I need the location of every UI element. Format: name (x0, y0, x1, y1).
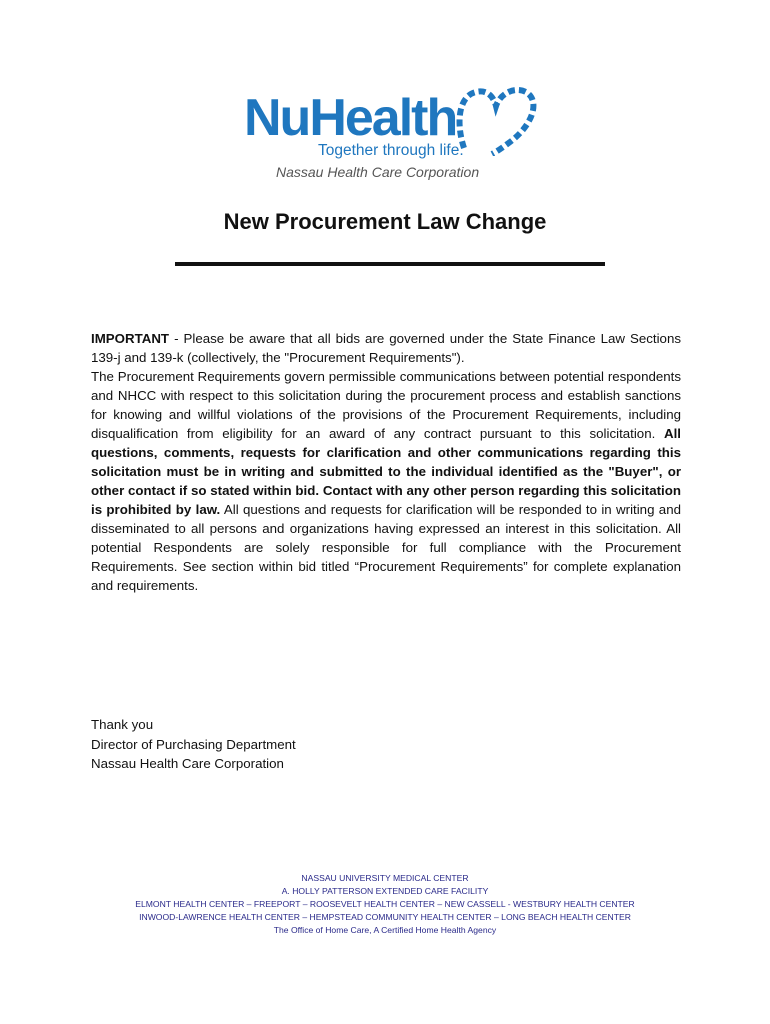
paragraph-2-bold-b: Contact with any other person regarding this solicitation is prohibited by law. (91, 483, 681, 517)
page-title: New Procurement Law Change (223, 209, 547, 234)
title-divider (175, 262, 605, 266)
closing-title: Director of Purchasing Department (91, 736, 296, 752)
paragraph-2-text-a: The Procurement Requirements govern permissible communications between potential respondents and NHCC with respect to this solicitation during the procurement process and establish sanctions for knowing and willful violations of the provisions of the Procurement Requirements, including disqualification from eligibility for an award of any contract pursuant to this solicitation. (91, 369, 681, 441)
notice-body (91, 329, 681, 595)
important-label: IMPORTANT (91, 331, 170, 346)
paragraph-1-text: - Please be aware that all bids are governed under the State Finance Law Sections 139-j and 139-k (collectively, the "Procurement Requirements"). (91, 331, 681, 365)
footer-line: NASSAU UNIVERSITY MEDICAL CENTER (301, 873, 469, 883)
closing-org: Nassau Health Care Corporation (91, 756, 284, 771)
footer-facilities (0, 872, 770, 937)
logo-org-name: Nassau Health Care Corporation (276, 164, 480, 180)
footer-line: ELMONT HEALTH CENTER – FREEPORT – ROOSEVELT HEALTH CENTER – NEW CASSELL - WESTBURY HEALTH CENTER (135, 899, 635, 909)
footer-line: INWOOD-LAWRENCE HEALTH CENTER – HEMPSTEAD COMMUNITY HEALTH CENTER – LONG BEACH HEALTH CENTER (139, 912, 631, 922)
paragraph-2-bold-a: All questions, comments, requests for clarification and other communications regarding this solicitation must be in writing and submitted to the individual identified as the "Buyer", or other contact if so stated within bid. (91, 426, 681, 498)
footer-line: A. HOLLY PATTERSON EXTENDED CARE FACILITY (281, 886, 489, 896)
paragraph-1 (91, 329, 681, 367)
closing-thanks: Thank you (91, 717, 154, 732)
logo-wordmark: NuHealth (244, 89, 457, 147)
signature-block (91, 715, 491, 774)
nuhealth-logo (240, 84, 540, 188)
footer-line: The Office of Home Care, A Certified Home Health Agency (273, 925, 497, 935)
logo-tagline: Together through life. (318, 142, 464, 159)
heart-icon (454, 84, 540, 156)
paragraph-2-text-b: All questions and requests for clarification will be responded to in writing and disseminated to all persons and organizations having expressed an interest in this solicitation. All potential Respondents are solely responsible for full compliance with the Procurement Requirements. See section within bid titled “Procurement Requirements” for complete explanation and requirements. (91, 502, 681, 593)
paragraph-2 (91, 367, 681, 595)
